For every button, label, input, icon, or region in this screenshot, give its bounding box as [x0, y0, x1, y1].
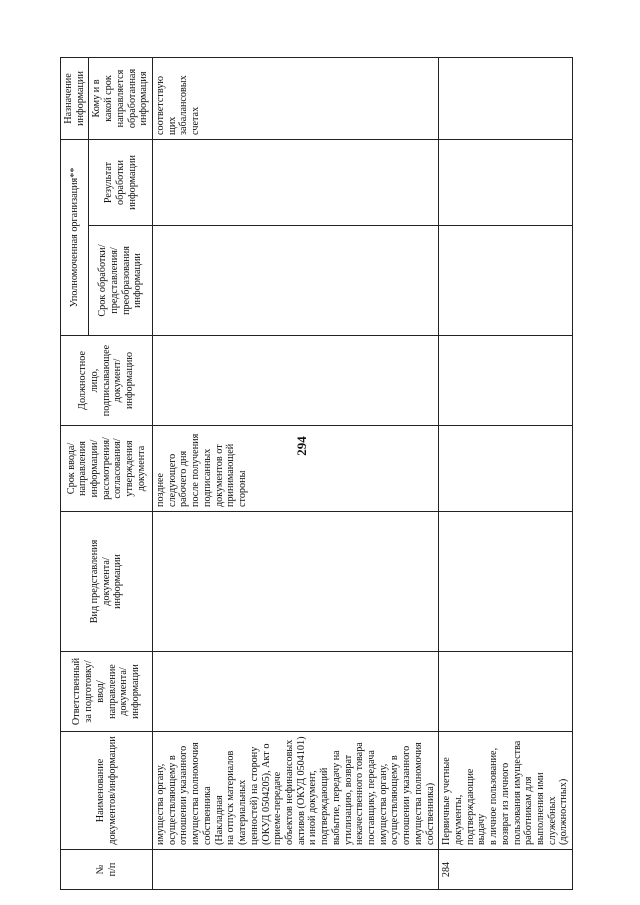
row-type [153, 512, 439, 652]
table-row [153, 57, 439, 889]
rotated-table-page [60, 58, 584, 890]
header-col-recipient: Кому и в какой срок направляется обработанная информация [89, 57, 153, 139]
row-responsible [439, 652, 573, 732]
page-number: 294 [293, 436, 309, 456]
row-recipient [439, 57, 573, 139]
row-name: имущества органу, осуществляющему в отношении указанного имущества полномочия собственника (Накладная на отпуск материалов (материальных ценностей) на сторону (ОКУД 0504205), Акт о приеме-передаче объектов нефинансовых активов (ОКУД 0504101) и иной документ, подтверждающий выбытие, передачу на утилизацию, возврат некачественного товара поставщику, передача имущества органу, осуществляющему в отношении указанного имущества полномочия собственника) [153, 732, 439, 850]
header-col-deadline: Срок ввода/ направления информации/ рассмотрения/ согласования/ утверждения документа [61, 426, 153, 512]
row-processing-result [439, 139, 573, 225]
row-processing-term [439, 226, 573, 336]
row-number [153, 850, 439, 890]
row-processing-result [153, 139, 439, 225]
header-col-processing-result: Результат обработки информации [89, 139, 153, 225]
row-name: Первичные учетные документы, подтверждающие выдачу в личное пользование, возврат из личного пользования имущества работникам для выполнения ими служебных (должностных) [439, 732, 573, 850]
header-row-1 [61, 57, 89, 889]
document-table [60, 57, 573, 890]
header-col-processing-term: Срок обработки/ представления/ преобразования информации [89, 226, 153, 336]
row-number: 284 [439, 850, 573, 890]
header-col-number: № п/п [61, 850, 153, 890]
header-col-official: Должностное лицо, подписывающее документ/ информацию [61, 336, 153, 426]
row-official [439, 336, 573, 426]
row-deadline: позднее следующего рабочего дня после получения подписанных документов от принимающей стороны [153, 426, 439, 512]
row-official [153, 336, 439, 426]
header-col-type: Вид представления документа/ информации [61, 512, 153, 652]
row-type [439, 512, 573, 652]
header-col-responsible: Ответственный за подготовку/ ввод/ направление документа/ информации [61, 652, 153, 732]
row-responsible [153, 652, 439, 732]
header-col-name: Наименование документов/информации [61, 732, 153, 850]
row-processing-term [153, 226, 439, 336]
row-recipient: соответствую щих забалансовых счетах [153, 57, 439, 139]
header-group-purpose: Назначение информации [61, 57, 89, 139]
table-row [439, 57, 573, 889]
header-group-authorized: Уполномоченная организация** [61, 139, 89, 335]
row-deadline [439, 426, 573, 512]
